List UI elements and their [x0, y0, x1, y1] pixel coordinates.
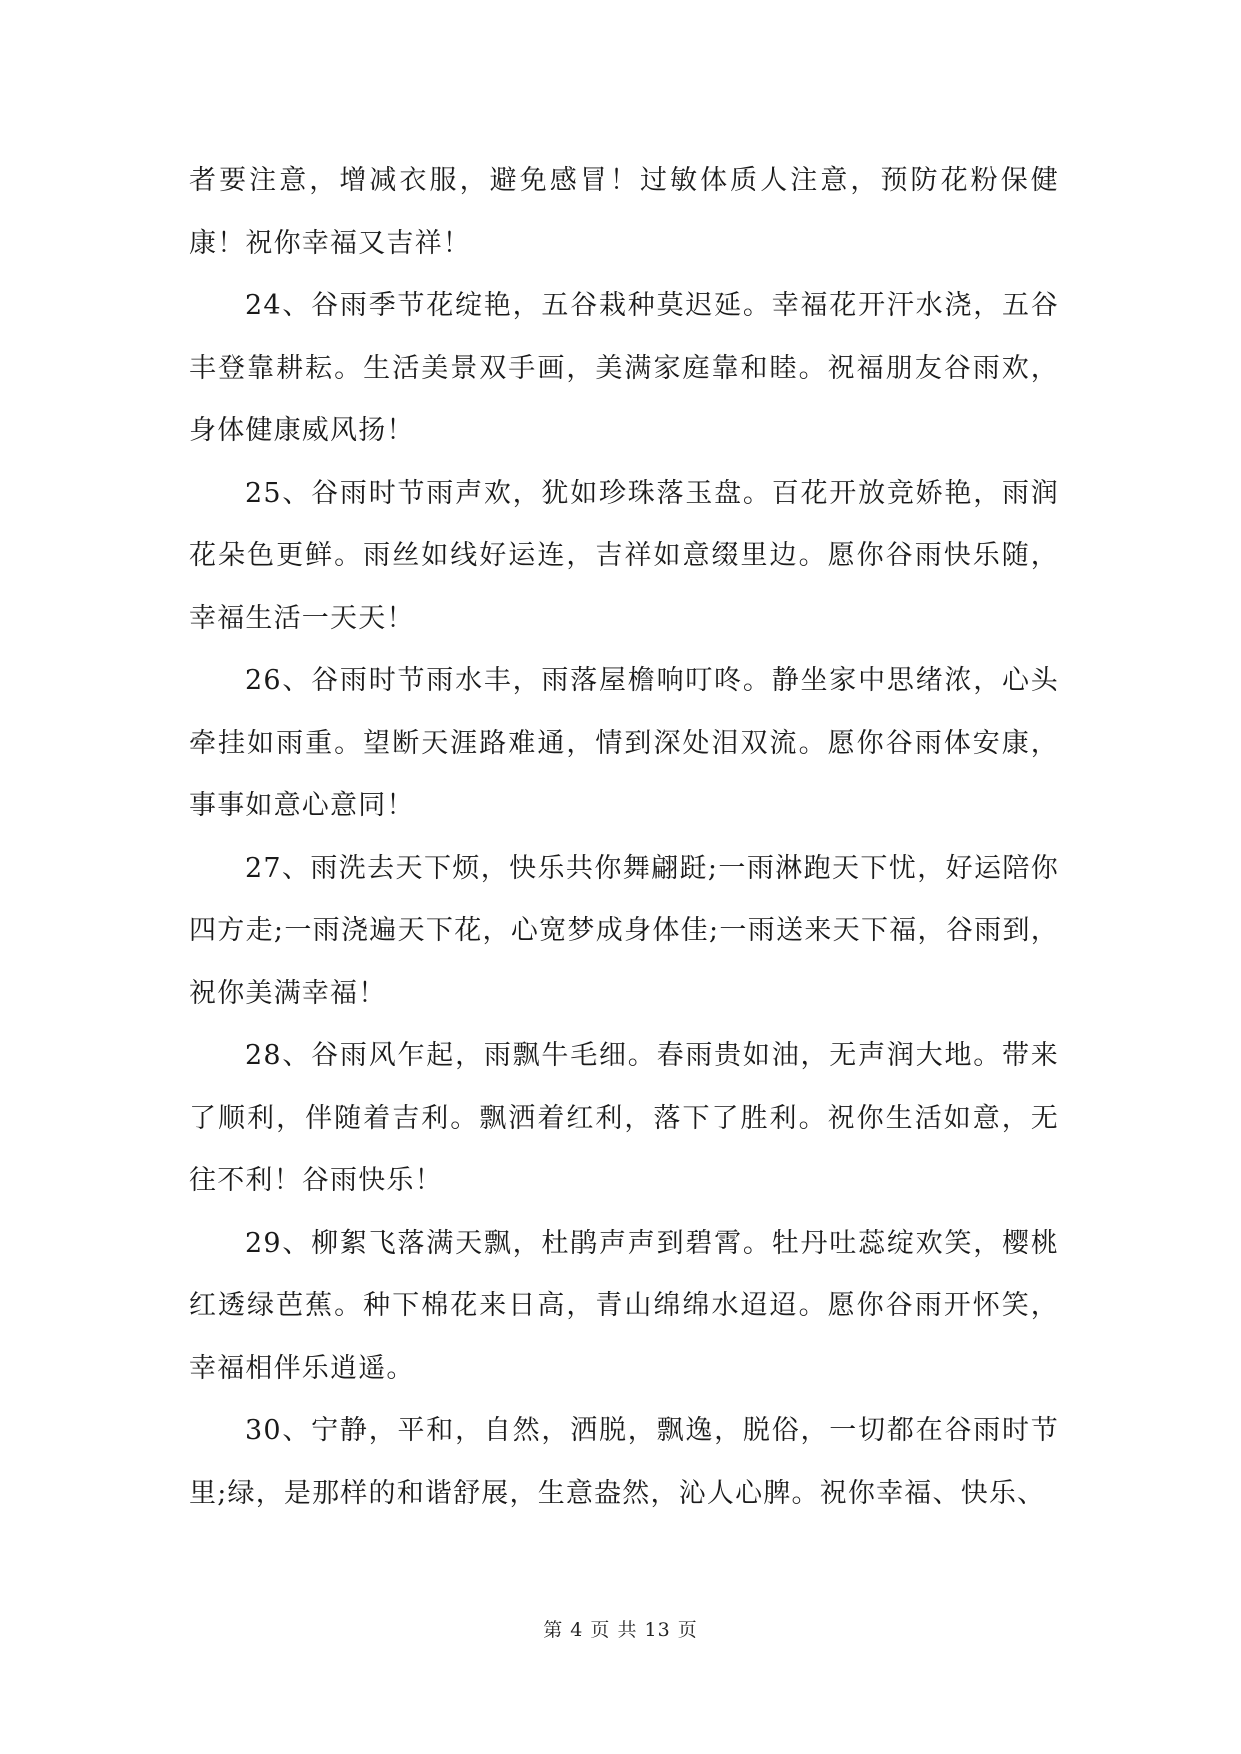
paragraph-item-24: 24、谷雨季节花绽艳，五谷栽种莫迟延。幸福花开汗水浇，五谷丰登靠耕耘。生活美景双手画，美满家庭靠和睦。祝福朋友谷雨欢，身体健康威风扬！: [189, 290, 1059, 446]
paragraph-item-28: 28、谷雨风乍起，雨飘牛毛细。春雨贵如油，无声润大地。带来了顺利，伴随着吉利。飘洒着红利，落下了胜利。祝你生活如意，无往不利！谷雨快乐！: [189, 1040, 1059, 1196]
paragraph-continuation: 者要注意，增减衣服，避免感冒！过敏体质人注意，预防花粉保健康！祝你幸福又吉祥！: [189, 165, 1059, 259]
paragraph-item-29: 29、柳絮飞落满天飘，杜鹃声声到碧霄。牡丹吐蕊绽欢笑，樱桃红透绿芭蕉。种下棉花来日高，青山绵绵水迢迢。愿你谷雨开怀笑，幸福相伴乐逍遥。: [189, 1227, 1059, 1384]
paragraph-item-30: 30、宁静，平和，自然，洒脱，飘逸，脱俗，一切都在谷雨时节里;绿，是那样的和谐舒展，生意盎然，沁人心脾。祝你幸福、快乐、: [189, 1415, 1059, 1509]
document-body: [189, 150, 1059, 1525]
paragraph-item-27: 27、雨洗去天下烦，快乐共你舞翩跹;一雨淋跑天下忧，好运陪你四方走;一雨浇遍天下花，心宽梦成身体佳;一雨送来天下福，谷雨到，祝你美满幸福！: [189, 852, 1059, 1009]
page-number-footer: 第 4 页 共 13 页: [543, 1619, 698, 1641]
paragraph-item-26: 26、谷雨时节雨水丰，雨落屋檐响叮咚。静坐家中思绪浓，心头牵挂如雨重。望断天涯路难通，情到深处泪双流。愿你谷雨体安康，事事如意心意同！: [189, 665, 1059, 821]
paragraph-item-25: 25、谷雨时节雨声欢，犹如珍珠落玉盘。百花开放竞娇艳，雨润花朵色更鲜。雨丝如线好运连，吉祥如意缀里边。愿你谷雨快乐随，幸福生活一天天！: [189, 477, 1059, 634]
